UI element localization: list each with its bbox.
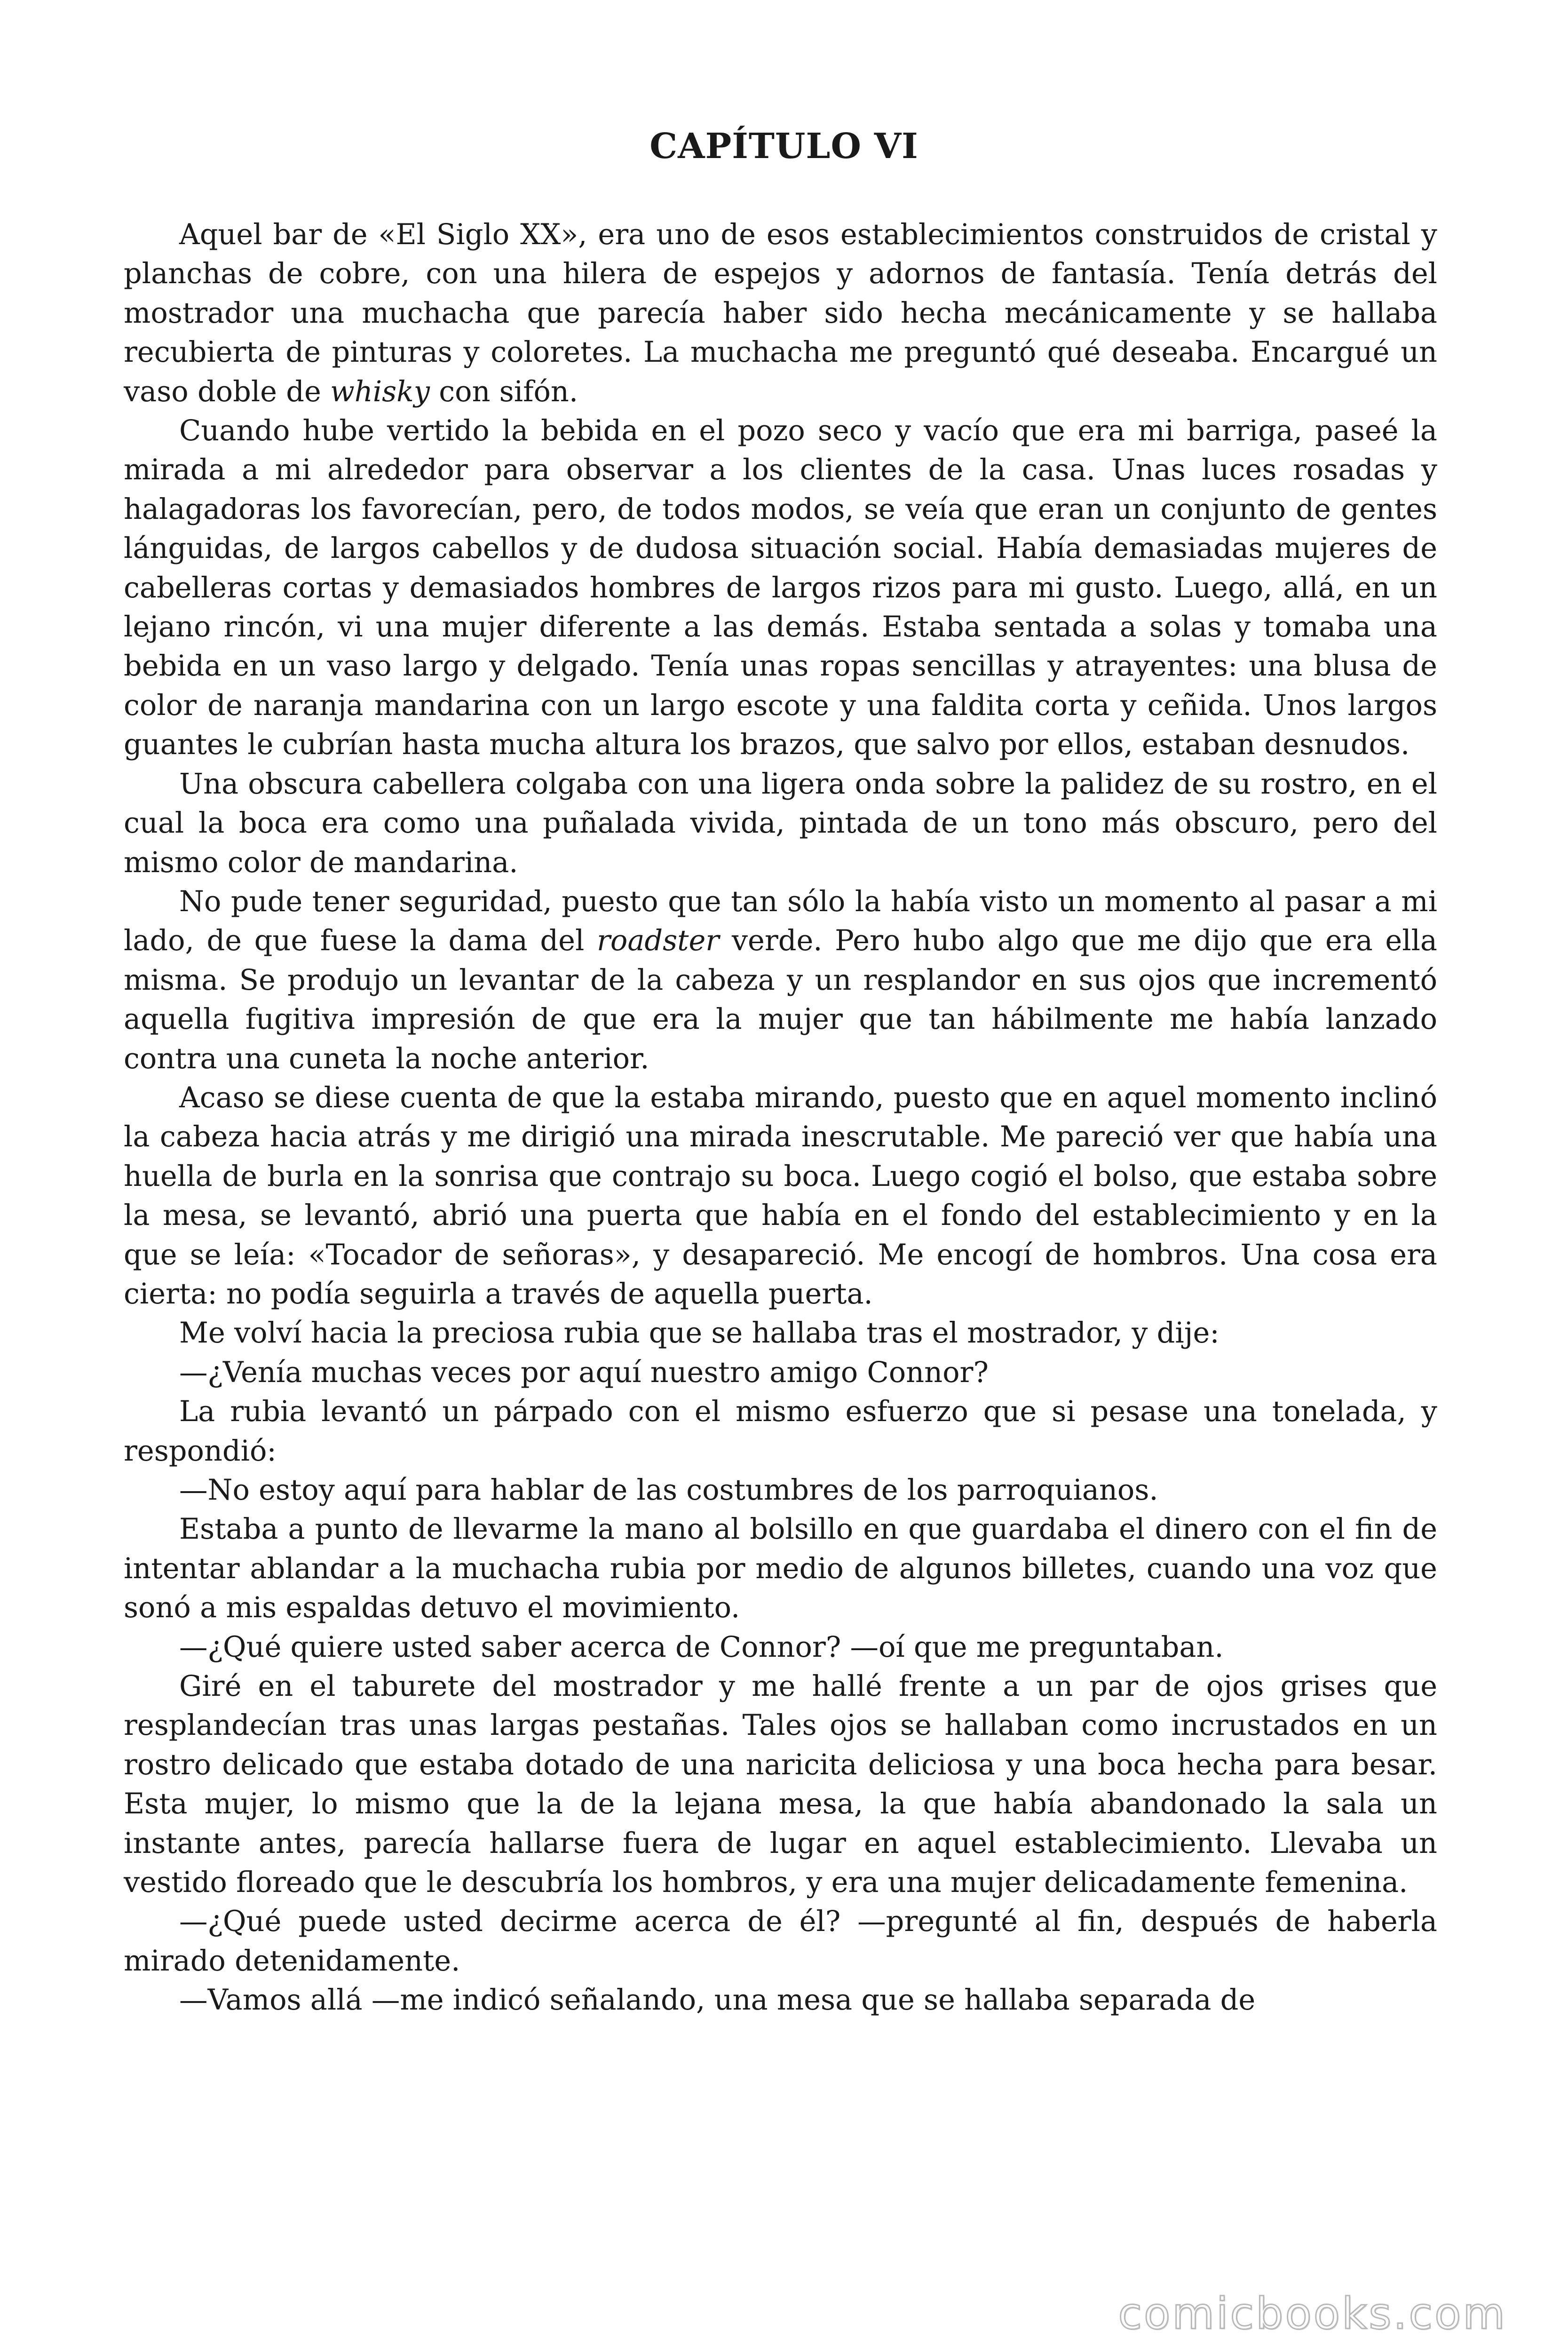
- dialogue-line-5: —Vamos allá —me indicó señalando, una mesa que se hallaba separada de: [179, 1984, 1256, 2017]
- dialogue-line-3: —¿Qué quiere usted saber acerca de Connor? —oí que me preguntaban.: [179, 1630, 1224, 1664]
- italic-term-roadster: roadster: [596, 924, 720, 958]
- paragraph-8: Estaba a punto de llevarme la mano al bolsillo en que guardaba el dinero con el fin de intentar ablandar a la muchacha rubia por medio de algunos billetes, cuando una voz que sonó a mis espaldas detuvo el movimiento.: [124, 1513, 1437, 1625]
- dialogue-line-2: —No estoy aquí para hablar de las costumbres de los parroquianos.: [179, 1474, 1158, 1507]
- paragraph-9: Giré en el taburete del mostrador y me hallé frente a un par de ojos grises que resplandecían tras unas largas pestañas. Tales ojos se hallaban como incrustados en un rostro delicado que estaba dotado de una naricita deliciosa y una boca hecha para besar. Esta mujer, lo mismo que la de la lejana mesa, la que había abandonado la sala un instante antes, parecía hallarse fuera de lugar en aquel establecimiento. Llevaba un vestido floreado que le descubría los hombros, y era una mujer delicadamente femenina.: [124, 1670, 1437, 1899]
- paragraph-2: Cuando hube vertido la bebida en el pozo seco y vacío que era mi barriga, paseé la mirada a mi alrededor para observar a los clientes de la casa. Unas luces rosadas y halagadoras los favorecían, pero, de todos modos, se veía que eran un conjunto de gentes lánguidas, de largos cabellos y de dudosa situación social. Había demasiadas mujeres de cabelleras cortas y demasiados hombres de largos rizos para mi gusto. Luego, allá, en un lejano rincón, vi una mujer diferente a las demás. Estaba sentada a solas y tomaba una bebida en un vaso largo y delgado. Tenía unas ropas sencillas y atrayentes: una blusa de color de naranja mandarina con un largo escote y una faldita corta y ceñida. Unos largos guantes le cubrían hasta mucha altura los brazos, que salvo por ellos, estaban desnudos.: [124, 414, 1437, 762]
- italic-term-whisky: whisky: [330, 375, 430, 408]
- paragraph-4: No pude tener seguridad, puesto que tan sólo la había visto un momento al pasar a mi lado, de que fuese la dama del roadster verde. Pero hubo algo que me dijo que era ella misma. Se produjo un levantar de la cabeza y un resplandor en sus ojos que incrementó aquella fugitiva impresión de que era la mujer que tan hábilmente me había lanzado contra una cuneta la noche anterior.: [124, 885, 1438, 1075]
- paragraph-5: Acaso se diese cuenta de que la estaba mirando, puesto que en aquel momento inclinó la cabeza hacia atrás y me dirigió una mirada inescrutable. Me pareció ver que había una huella de burla en la sonrisa que contrajo su boca. Luego cogió el bolso, que estaba sobre la mesa, se levantó, abrió una puerta que había en el fondo del establecimiento y en la que se leía: «Tocador de señoras», y desapareció. Me encogí de hombros. Una cosa era cierta: no podía seguirla a través de aquella puerta.: [124, 1081, 1437, 1311]
- dialogue-line-4: —¿Qué puede usted decirme acerca de él? —pregunté al fin, después de haberla mirado detenidamente.: [124, 1905, 1437, 1978]
- chapter-body: [124, 215, 1437, 2020]
- paragraph-3: Una obscura cabellera colgaba con una ligera onda sobre la palidez de su rostro, en el cual la boca era como una puñalada vivida, pintada de un tono más obscuro, pero del mismo color de mandarina.: [124, 767, 1437, 879]
- paragraph-7: La rubia levantó un párpado con el mismo esfuerzo que si pesase una tonelada, y respondió:: [124, 1395, 1437, 1468]
- dialogue-line-1: —¿Venía muchas veces por aquí nuestro amigo Connor?: [179, 1356, 989, 1389]
- paragraph-1: Aquel bar de «El Siglo XX», era uno de esos establecimientos construidos de cristal y planchas de cobre, con una hilera de espejos y adornos de fantasía. Tenía detrás del mostrador una muchacha que parecía haber sido hecha mecánicamente y se hallaba recubierta de pinturas y coloretes. La muchacha me preguntó qué deseaba. Encargué un vaso doble de whisky con sifón.: [124, 218, 1437, 408]
- watermark: comicbooks.com: [1118, 2288, 1507, 2339]
- chapter-title: CAPÍTULO VI: [649, 126, 919, 167]
- paragraph-6: Me volví hacia la preciosa rubia que se hallaba tras el mostrador, y dije:: [179, 1317, 1220, 1350]
